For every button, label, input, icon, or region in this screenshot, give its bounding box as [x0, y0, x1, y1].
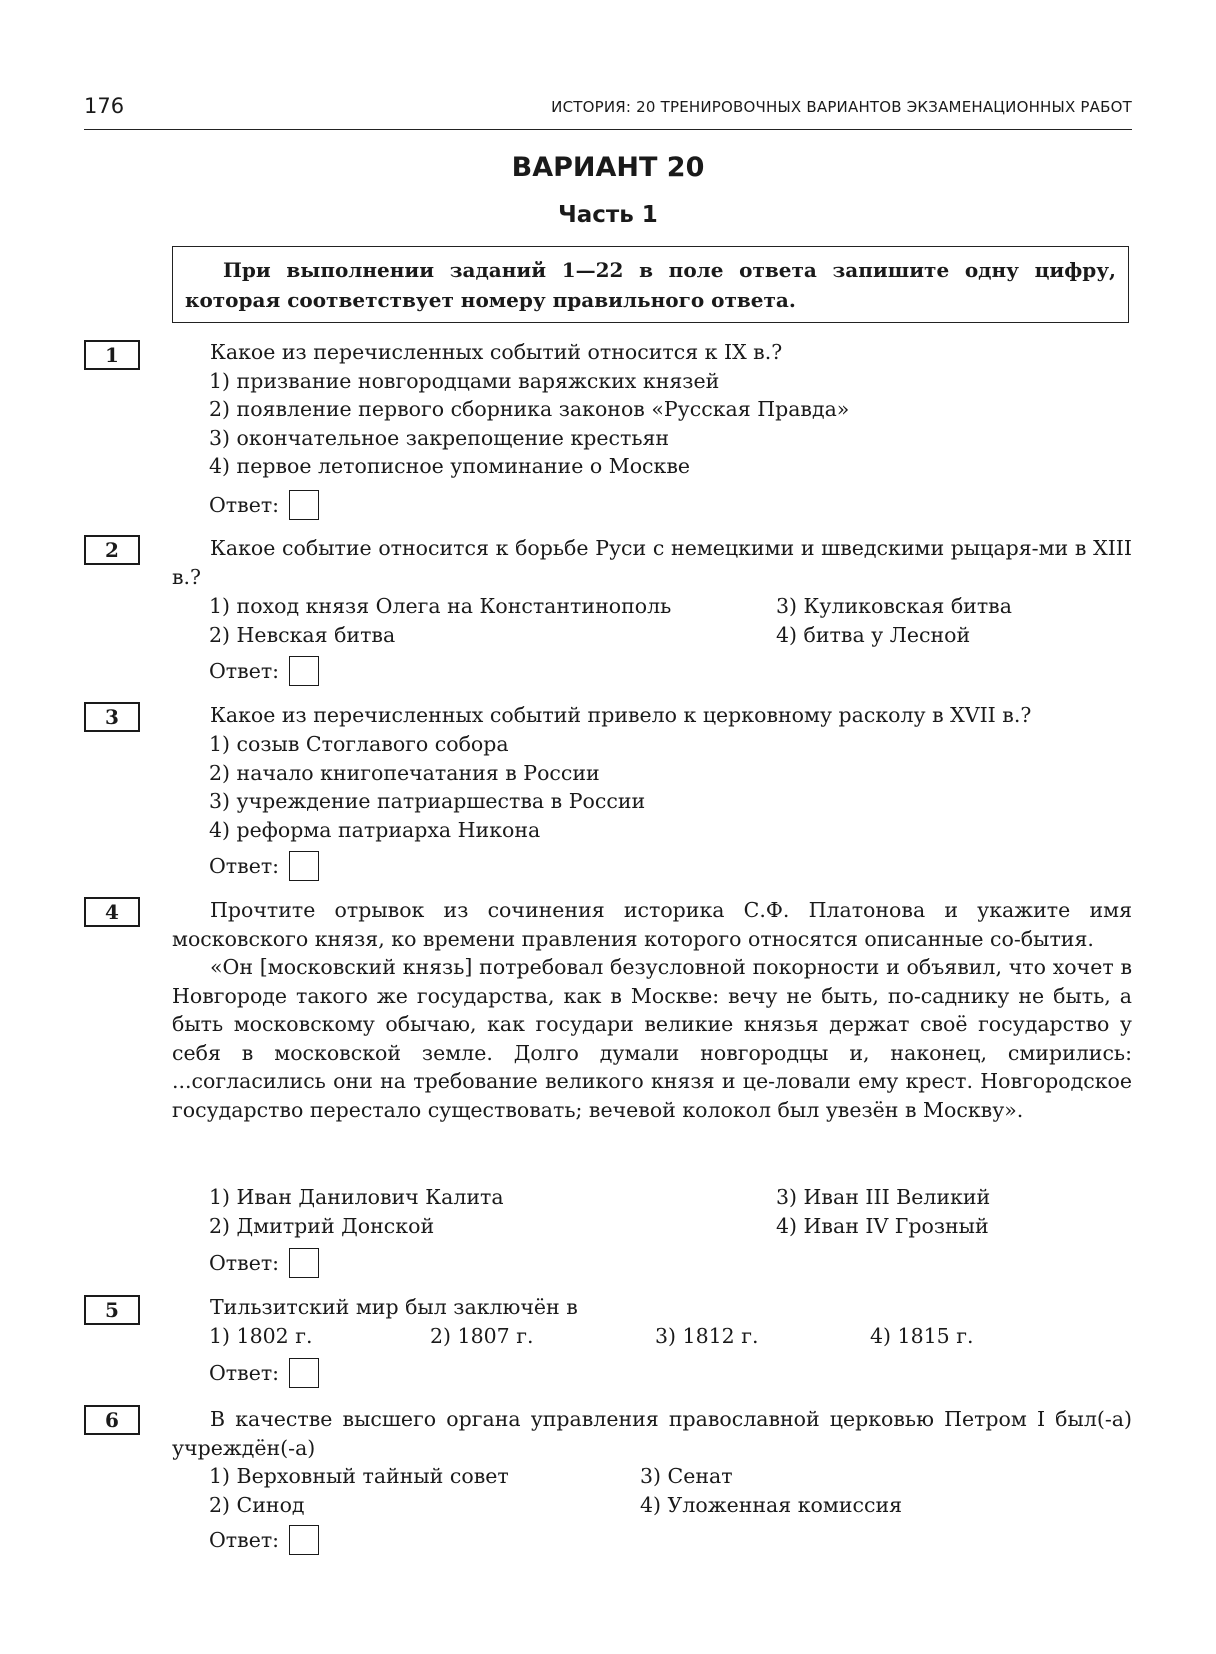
- task-2-answer: [209, 656, 319, 686]
- task-number-box: 3: [84, 702, 140, 732]
- task-5-option-3: 3) 1812 г.: [655, 1324, 759, 1348]
- task-2-option-4: 4) битва у Лесной: [776, 623, 971, 647]
- task-number-box: 1: [84, 340, 140, 370]
- task-1-option-1: 1) призвание новгородцами варяжских князей: [209, 369, 720, 393]
- task-5-question: Тильзитский мир был заключён в: [210, 1295, 578, 1319]
- task-6-option-2: 2) Синод: [209, 1493, 305, 1517]
- task-4-quote: «Он [московский князь] потребовал безусловной покорности и объявил, что хочет в Новгороде такого же государства, как в Москве: вечу не быть, по-саднику не быть, а быть московскому обычаю, как государи великие князья держат своё государство у себя в московской земле. Долго думали новгородцы и, наконец, смирились: ...согласились они на требование великого князя и це-ловали ему крест. Новгородское государство перестало существовать; вечевой колокол был увезён в Москву».: [172, 955, 1132, 1122]
- answer-box[interactable]: [289, 490, 319, 520]
- answer-label: Ответ:: [209, 1251, 280, 1275]
- task-question: [172, 1405, 1132, 1462]
- answer-box[interactable]: [289, 851, 319, 881]
- answer-label: Ответ:: [209, 1528, 280, 1552]
- task-5-answer: [209, 1358, 319, 1388]
- task-1-answer: [209, 490, 319, 520]
- task-6-option-1: 1) Верховный тайный совет: [209, 1464, 509, 1488]
- task-number-box: 6: [84, 1405, 140, 1435]
- task-3-question: Какое из перечисленных событий привело к церковному расколу в XVII в.?: [210, 703, 1032, 727]
- task-3-option-3: 3) учреждение патриаршества в России: [209, 789, 646, 813]
- task-3-option-4: 4) реформа патриарха Никона: [209, 818, 541, 842]
- answer-label: Ответ:: [209, 854, 280, 878]
- answer-label: Ответ:: [209, 659, 280, 683]
- task-5-option-1: 1) 1802 г.: [209, 1324, 313, 1348]
- task-4-option-1: 1) Иван Данилович Калита: [209, 1185, 504, 1209]
- task-4-question: Прочтите отрывок из сочинения историка С.Ф. Платонова и укажите имя московского князя, ко времени правления которого относятся описанные со-бытия.: [172, 898, 1132, 951]
- answer-box[interactable]: [289, 656, 319, 686]
- task-question: [172, 1293, 1132, 1322]
- instruction-text: При выполнении заданий 1—22 в поле ответа запишите одну цифру, которая соответствует номеру правильного ответа.: [185, 258, 1116, 312]
- task-6-option-3: 3) Сенат: [640, 1464, 733, 1488]
- task-2-option-3: 3) Куликовская битва: [776, 594, 1012, 618]
- task-5-option-4: 4) 1815 г.: [870, 1324, 974, 1348]
- task-1-option-3: 3) окончательное закрепощение крестьян: [209, 426, 670, 450]
- task-1-option-2: 2) появление первого сборника законов «Русская Правда»: [209, 397, 850, 421]
- answer-label: Ответ:: [209, 1361, 280, 1385]
- task-number-box: 4: [84, 897, 140, 927]
- task-4-option-3: 3) Иван III Великий: [776, 1185, 991, 1209]
- task-2-question: Какое событие относится к борьбе Руси с немецкими и шведскими рыцаря-ми в XIII в.?: [172, 536, 1132, 589]
- task-question: [172, 338, 1132, 367]
- task-5-option-2: 2) 1807 г.: [430, 1324, 534, 1348]
- task-1-question: Какое из перечисленных событий относится к IX в.?: [210, 340, 783, 364]
- task-question: [172, 534, 1132, 591]
- task-6-option-4: 4) Уложенная комиссия: [640, 1493, 903, 1517]
- task-question: [172, 896, 1132, 1124]
- running-title: ИСТОРИЯ: 20 ТРЕНИРОВОЧНЫХ ВАРИАНТОВ ЭКЗАМЕНАЦИОННЫХ РАБОТ: [551, 98, 1132, 116]
- task-2-option-2: 2) Невская битва: [209, 623, 396, 647]
- answer-box[interactable]: [289, 1358, 319, 1388]
- task-4-answer: [209, 1248, 319, 1278]
- page-number: 176: [84, 94, 125, 118]
- variant-title: ВАРИАНТ 20: [511, 152, 705, 183]
- task-question: [172, 701, 1132, 730]
- answer-label: Ответ:: [209, 493, 280, 517]
- answer-box[interactable]: [289, 1248, 319, 1278]
- task-3-answer: [209, 851, 319, 881]
- task-2-option-1: 1) поход князя Олега на Константинополь: [209, 594, 672, 618]
- task-6-question: В качестве высшего органа управления православной церковью Петром I был(-а) учреждён(-а): [172, 1407, 1132, 1460]
- task-3-option-2: 2) начало книгопечатания в России: [209, 761, 600, 785]
- task-4-option-4: 4) Иван IV Грозный: [776, 1214, 989, 1238]
- part-title: Часть 1: [558, 202, 658, 228]
- task-4-option-2: 2) Дмитрий Донской: [209, 1214, 435, 1238]
- answer-box[interactable]: [289, 1525, 319, 1555]
- instruction-box: [172, 246, 1129, 323]
- task-1-option-4: 4) первое летописное упоминание о Москве: [209, 454, 690, 478]
- task-3-option-1: 1) созыв Стоглавого собора: [209, 732, 509, 756]
- task-6-answer: [209, 1525, 319, 1555]
- task-number-box: 2: [84, 535, 140, 565]
- task-number-box: 5: [84, 1295, 140, 1325]
- header-divider: [84, 129, 1132, 130]
